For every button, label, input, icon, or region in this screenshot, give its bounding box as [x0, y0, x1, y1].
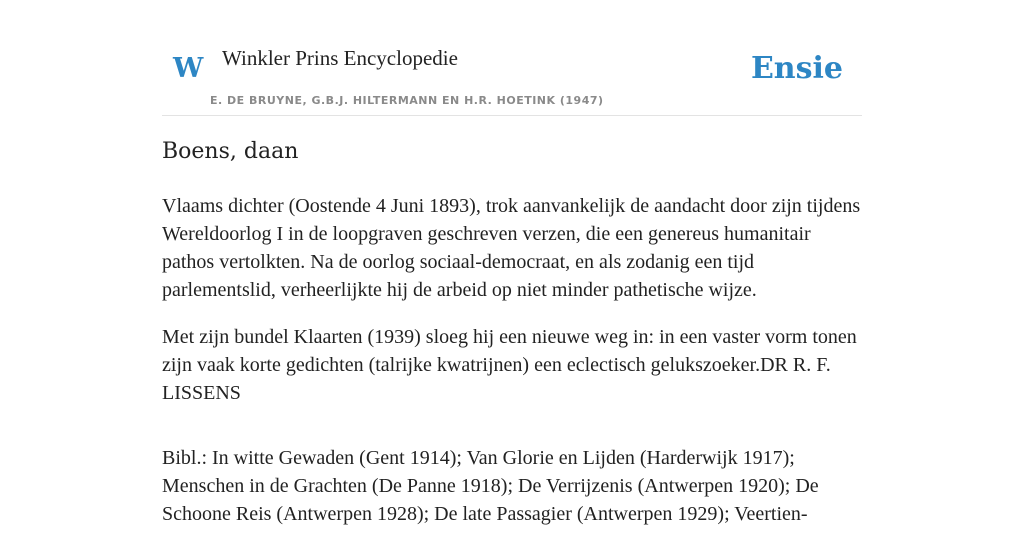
entry-paragraph: Vlaams dichter (Oostende 4 Juni 1893), trok aanvankelijk de aandacht door zijn tijdens Wereldoorlog I in de loopgraven geschreven verzen, die een genereus humanitair pathos vertolkten. Na de oorlog sociaal-democraat, en als zodanig een tijd parlementslid, verheerlijkte hij de arbeid op niet minder pathetische wijze. [162, 195, 861, 301]
entry-content [162, 192, 862, 547]
ensie-logo[interactable]: Ensie [750, 51, 843, 86]
entry-title: Boens, daan [162, 139, 299, 164]
source-authors: E. DE BRUYNE, G.B.J. HILTERMANN EN H.R. HOETINK (1947) [210, 94, 604, 107]
site-header [162, 40, 862, 116]
bibliography: Bibl.: In witte Gewaden (Gent 1914); Van Glorie en Lijden (Harderwijk 1917); Menschen in de Grachten (De Panne 1918); De Verrijzenis (Antwerpen 1920); De Schoone Reis (Antwerpen 1928); De late Passagier (Antwerpen 1929); Veertien- [162, 447, 819, 525]
source-title[interactable]: Winkler Prins Encyclopedie [222, 46, 458, 70]
winkler-prins-logo[interactable]: W [173, 53, 204, 84]
entry-paragraph: Met zijn bundel Klaarten (1939) sloeg hij een nieuwe weg in: in een vaster vorm tonen zijn vaak korte gedichten (talrijke kwatrijnen) een eclectisch gelukszoeker.DR R. F. LISSENS [162, 326, 857, 404]
